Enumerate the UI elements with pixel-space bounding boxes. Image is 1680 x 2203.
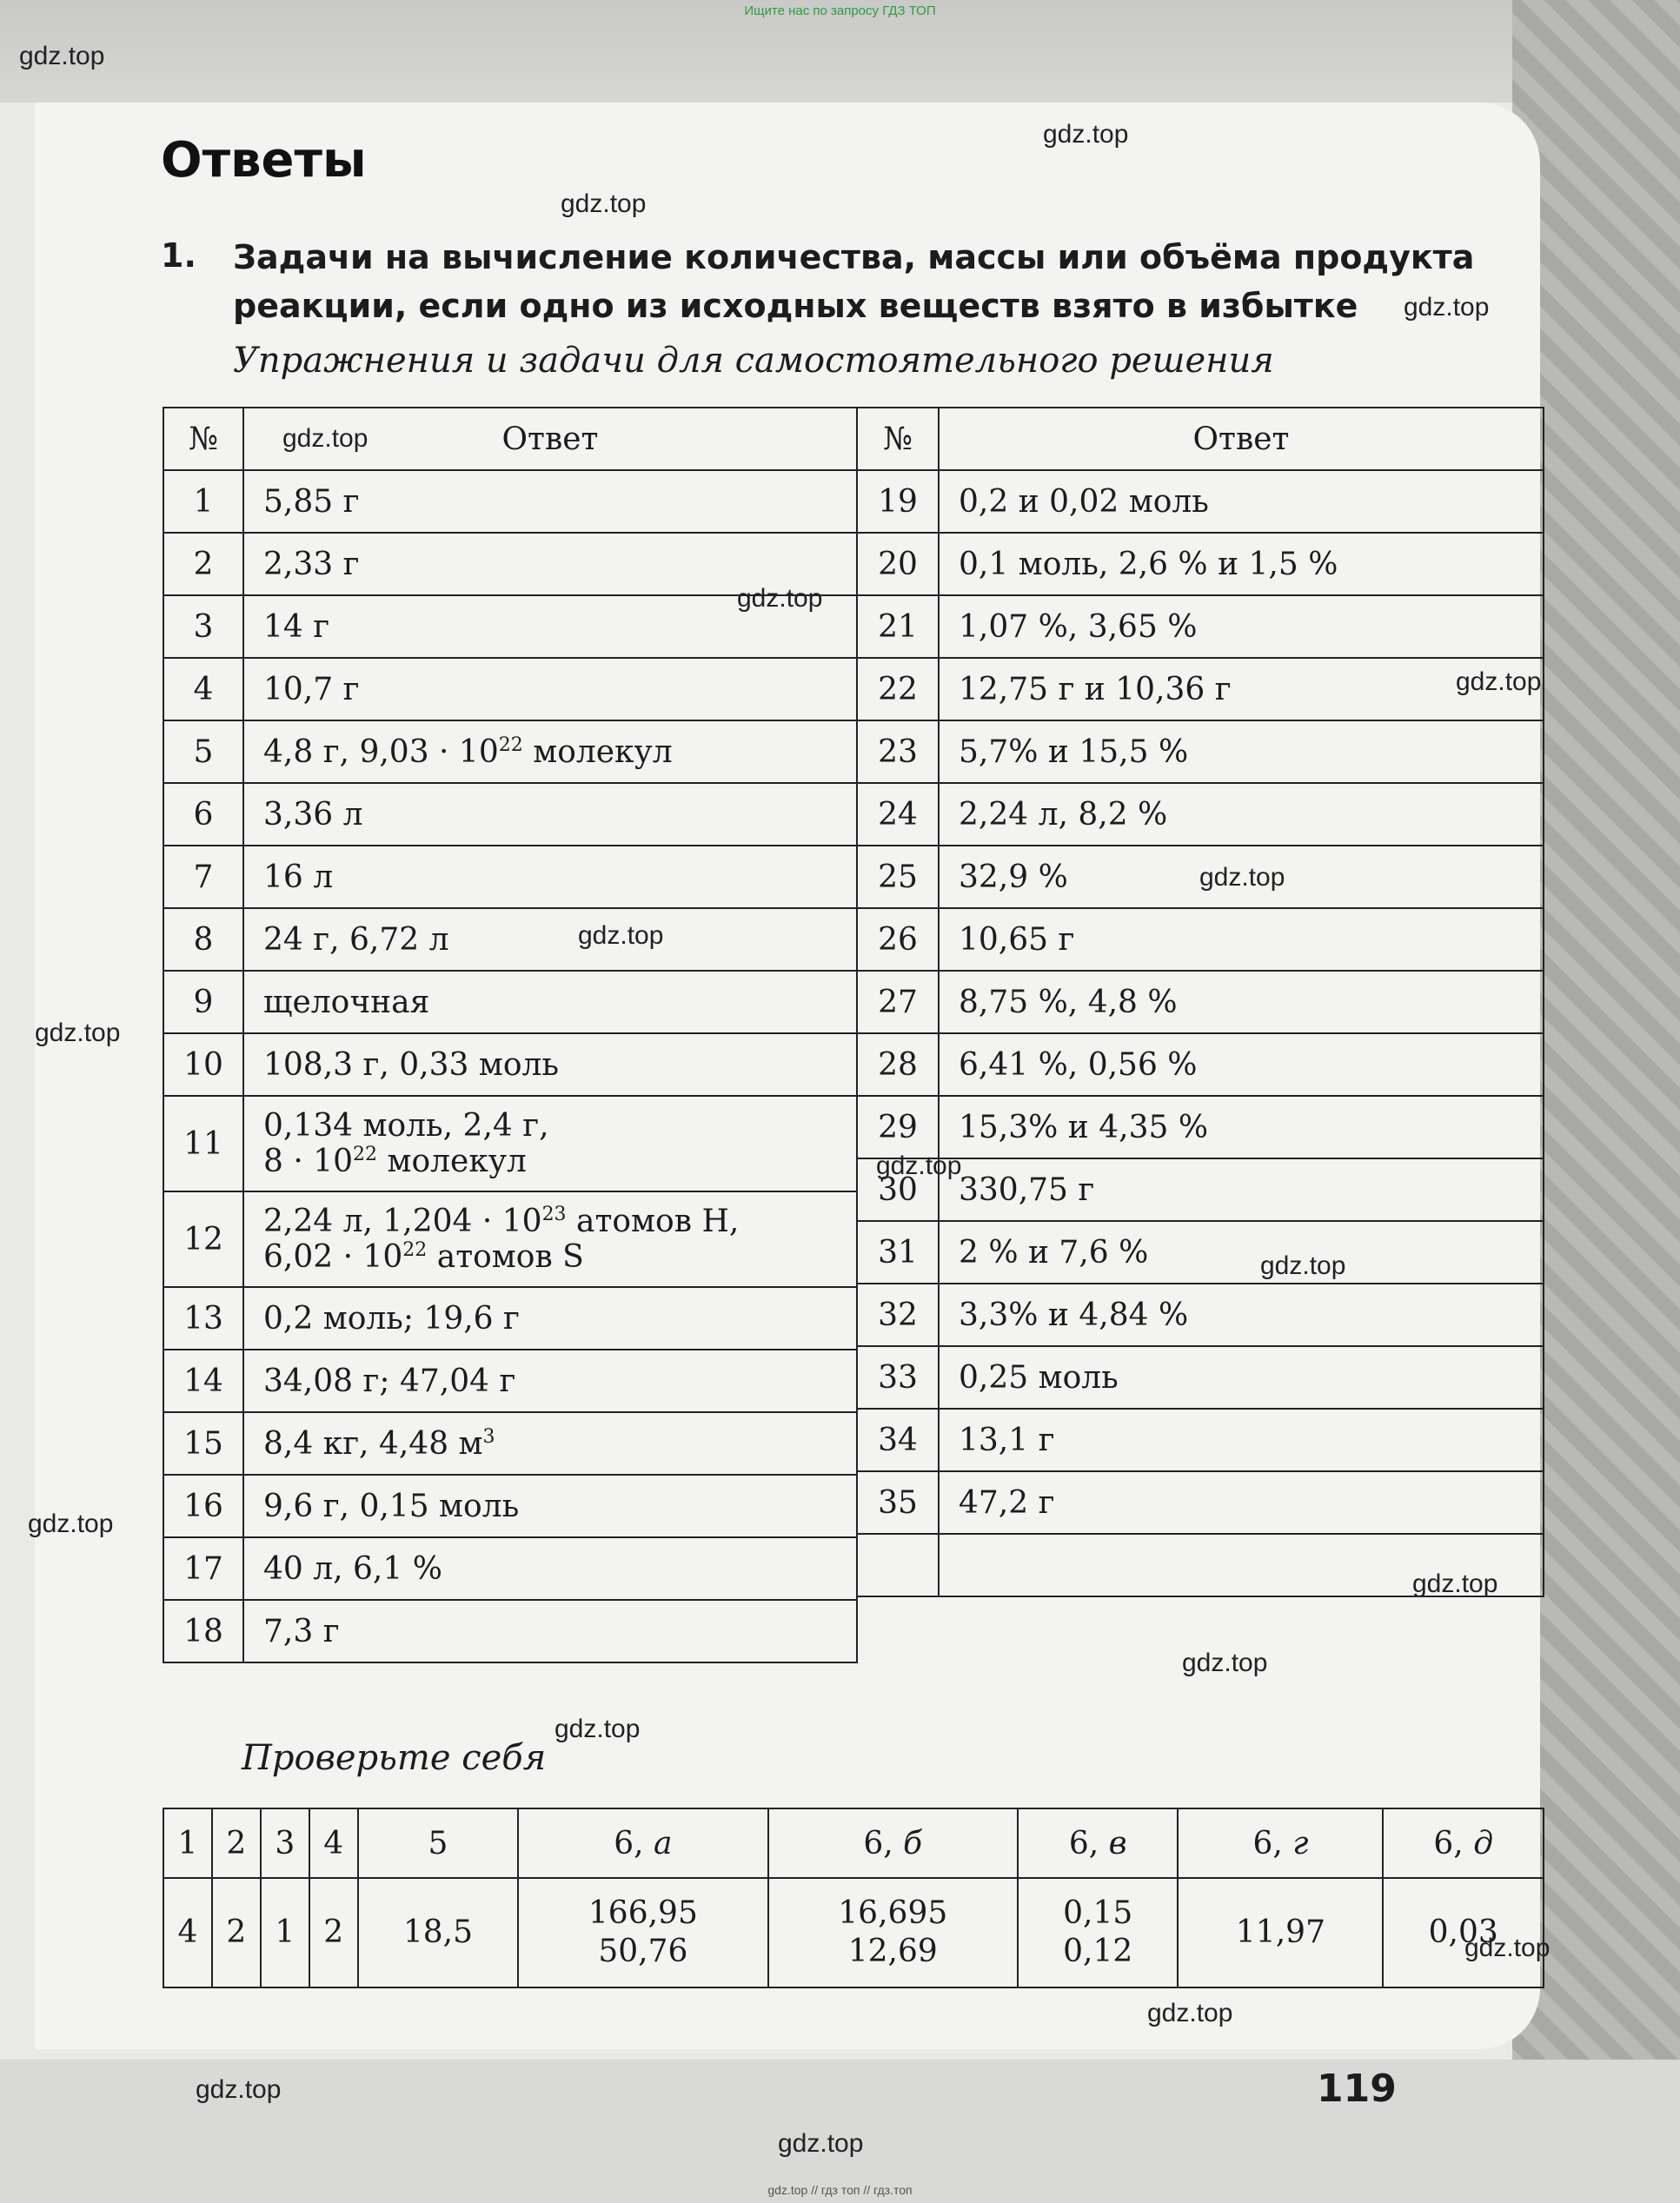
answer-line bbox=[263, 672, 856, 707]
answer-text: 0,1 моль, 2,6 % и 1,5 % bbox=[959, 546, 1338, 582]
answer-text: 8 · 10 bbox=[263, 1144, 354, 1179]
problem-number: 30 bbox=[858, 1158, 939, 1221]
answer-line bbox=[263, 1364, 856, 1399]
answer-line bbox=[959, 1172, 1543, 1208]
check-question-number: 4 bbox=[323, 1825, 344, 1861]
answer-line bbox=[959, 1047, 1543, 1083]
answer-text: 13,1 г bbox=[959, 1422, 1055, 1458]
answer-line bbox=[959, 484, 1543, 520]
table-row bbox=[163, 1033, 857, 1096]
answer-text: 16 л bbox=[263, 859, 334, 895]
table-row bbox=[858, 1284, 1544, 1346]
page-title: Ответы bbox=[161, 132, 367, 189]
watermark: gdz.top bbox=[778, 2129, 864, 2158]
answer-cell bbox=[243, 846, 857, 908]
answer-line bbox=[263, 1489, 856, 1524]
watermark: gdz.top bbox=[1199, 863, 1285, 892]
check-header-row bbox=[163, 1808, 1544, 1878]
table-row bbox=[163, 1096, 857, 1191]
answer-cell bbox=[939, 1158, 1544, 1221]
answer-line bbox=[263, 1204, 856, 1239]
check-value-cell bbox=[1178, 1878, 1383, 1987]
check-value-cell bbox=[163, 1878, 212, 1987]
check-question-letter: г bbox=[1292, 1825, 1309, 1861]
answer-text: 10,65 г bbox=[959, 921, 1075, 958]
exponent: 3 bbox=[482, 1425, 495, 1448]
check-header-cell bbox=[212, 1808, 261, 1878]
answer-line bbox=[959, 734, 1543, 770]
problem-number: 32 bbox=[858, 1284, 939, 1346]
table-row bbox=[858, 1409, 1544, 1471]
answer-line bbox=[263, 609, 856, 645]
table-row bbox=[858, 595, 1544, 658]
answer-text: 10,7 г bbox=[263, 671, 360, 707]
watermark: gdz.top bbox=[554, 1715, 641, 1743]
table-row bbox=[858, 971, 1544, 1033]
watermark: gdz.top bbox=[1260, 1251, 1346, 1280]
table-header-row bbox=[163, 408, 857, 470]
answer-cell bbox=[939, 908, 1544, 971]
check-value-cell bbox=[358, 1878, 519, 1987]
answer-text: 5,85 г bbox=[263, 483, 360, 520]
problem-number: 35 bbox=[858, 1471, 939, 1534]
problem-number: 1 bbox=[163, 470, 243, 533]
answer-text: 15,3% и 4,35 % bbox=[959, 1109, 1209, 1145]
answer-line bbox=[263, 797, 856, 833]
answer-line bbox=[263, 1108, 856, 1144]
problem-number: 3 bbox=[163, 595, 243, 658]
answer-line bbox=[959, 1235, 1543, 1271]
check-value: 12,69 bbox=[847, 1934, 938, 1969]
answer-line bbox=[959, 1297, 1543, 1333]
watermark: gdz.top bbox=[1043, 120, 1129, 149]
watermark: gdz.top bbox=[578, 921, 664, 950]
top-banner[interactable]: Ищите нас по запросу ГДЗ ТОП bbox=[744, 3, 936, 18]
problem-number: 12 bbox=[163, 1191, 243, 1287]
answer-text: щелочная bbox=[263, 984, 430, 1020]
answer-text: 6,02 · 10 bbox=[263, 1239, 403, 1275]
answer-cell bbox=[243, 658, 857, 720]
answer-text: 108,3 г, 0,33 моль bbox=[263, 1046, 559, 1083]
problem-number: 4 bbox=[163, 658, 243, 720]
answer-line bbox=[263, 922, 856, 958]
answer-cell bbox=[939, 1471, 1544, 1534]
table-row bbox=[858, 1033, 1544, 1096]
problem-number: 9 bbox=[163, 971, 243, 1033]
check-header-cell bbox=[163, 1808, 212, 1878]
check-question-number: 5 bbox=[428, 1825, 448, 1861]
answer-cell bbox=[939, 470, 1544, 533]
answer-cell bbox=[939, 783, 1544, 846]
exponent: 23 bbox=[541, 1204, 567, 1225]
answer-text: 32,9 % bbox=[959, 859, 1068, 895]
check-yourself-title: Проверьте себя bbox=[242, 1738, 547, 1778]
answer-text: 12,75 г и 10,36 г bbox=[959, 671, 1232, 707]
problem-number: 10 bbox=[163, 1033, 243, 1096]
problem-number: 19 bbox=[858, 470, 939, 533]
answer-text: 0,134 моль, 2,4 г, bbox=[263, 1108, 549, 1144]
check-value: 0,03 bbox=[1428, 1914, 1498, 1950]
check-values-row bbox=[163, 1878, 1544, 1987]
check-value-cell bbox=[261, 1878, 309, 1987]
problem-number: 13 bbox=[163, 1287, 243, 1350]
problem-number: 5 bbox=[163, 720, 243, 783]
answer-line bbox=[263, 734, 856, 770]
check-question-letter: д bbox=[1473, 1825, 1494, 1861]
answer-cell bbox=[939, 658, 1544, 720]
check-header-cell bbox=[261, 1808, 309, 1878]
check-value: 2 bbox=[226, 1914, 247, 1950]
check-question-number: 6, bbox=[1433, 1825, 1474, 1861]
table-row bbox=[163, 783, 857, 846]
answer-text: 330,75 г bbox=[959, 1171, 1095, 1208]
answer-text: 34,08 г; 47,04 г bbox=[263, 1363, 516, 1399]
answer-line bbox=[263, 985, 856, 1020]
table-row bbox=[163, 720, 857, 783]
problem-number: 18 bbox=[163, 1600, 243, 1662]
answer-cell bbox=[939, 533, 1544, 595]
check-header-cell bbox=[768, 1808, 1018, 1878]
table-row bbox=[163, 1537, 857, 1600]
check-question-number: 6, bbox=[863, 1825, 904, 1861]
answer-line bbox=[263, 1426, 856, 1462]
table-row bbox=[858, 1096, 1544, 1158]
answer-text: 2,33 г bbox=[263, 546, 360, 582]
answer-text: 40 л, 6,1 % bbox=[263, 1550, 442, 1587]
check-value-cell bbox=[768, 1878, 1018, 1987]
answer-text: 3,3% и 4,84 % bbox=[959, 1297, 1189, 1333]
answer-text: молекул bbox=[522, 733, 673, 770]
check-header-cell bbox=[358, 1808, 519, 1878]
check-header-cell bbox=[1178, 1808, 1383, 1878]
check-value: 4 bbox=[177, 1914, 198, 1950]
answer-cell bbox=[939, 1409, 1544, 1471]
problem-number: 26 bbox=[858, 908, 939, 971]
answer-cell bbox=[243, 1412, 857, 1475]
watermark: gdz.top bbox=[35, 1019, 121, 1047]
answer-cell bbox=[243, 783, 857, 846]
answer-text: молекул bbox=[377, 1144, 527, 1179]
answer-text: атомов H, bbox=[566, 1204, 740, 1239]
exponent: 22 bbox=[402, 1239, 428, 1261]
answer-cell bbox=[243, 470, 857, 533]
table-row bbox=[163, 470, 857, 533]
problem-number: 34 bbox=[858, 1409, 939, 1471]
answer-header: Ответ bbox=[243, 408, 857, 470]
answer-cell bbox=[243, 1350, 857, 1412]
problem-number: 27 bbox=[858, 971, 939, 1033]
num-header: № bbox=[858, 408, 939, 470]
answer-text: 9,6 г, 0,15 моль bbox=[263, 1488, 520, 1524]
answer-line bbox=[263, 484, 856, 520]
check-question-number: 2 bbox=[226, 1825, 247, 1861]
watermark: gdz.top bbox=[1182, 1649, 1268, 1677]
check-value-cell bbox=[1018, 1878, 1179, 1987]
answer-text: 4,8 г, 9,03 · 10 bbox=[263, 733, 499, 770]
answer-text: 24 г, 6,72 л bbox=[263, 921, 449, 958]
check-table bbox=[163, 1808, 1544, 1988]
answer-text: 2,24 л, 1,204 · 10 bbox=[263, 1204, 542, 1239]
check-value-cell bbox=[212, 1878, 261, 1987]
check-value: 18,5 bbox=[402, 1914, 474, 1950]
answer-text: 3,36 л bbox=[263, 796, 363, 833]
answer-text: 1,07 %, 3,65 % bbox=[959, 608, 1198, 645]
answer-cell bbox=[243, 971, 857, 1033]
answer-text: 6,41 %, 0,56 % bbox=[959, 1046, 1198, 1083]
problem-number: 25 bbox=[858, 846, 939, 908]
problem-number: 20 bbox=[858, 533, 939, 595]
problem-number: 22 bbox=[858, 658, 939, 720]
answer-line bbox=[959, 985, 1543, 1020]
answer-text: 2,24 л, 8,2 % bbox=[959, 796, 1168, 833]
problem-number: 23 bbox=[858, 720, 939, 783]
table-row bbox=[163, 971, 857, 1033]
problem-number: 7 bbox=[163, 846, 243, 908]
answer-cell bbox=[939, 1346, 1544, 1409]
table-row bbox=[163, 658, 857, 720]
check-header-cell bbox=[518, 1808, 767, 1878]
exponent: 22 bbox=[353, 1144, 378, 1165]
answer-cell bbox=[939, 595, 1544, 658]
answer-cell bbox=[243, 1096, 857, 1191]
answer-line bbox=[263, 1614, 856, 1649]
table-row bbox=[858, 720, 1544, 783]
exponent: 22 bbox=[498, 733, 523, 756]
table-row bbox=[163, 846, 857, 908]
problem-number: 29 bbox=[858, 1096, 939, 1158]
exercises-subtitle: Упражнения и задачи для самостоятельного решения bbox=[233, 341, 1274, 381]
check-value: 166,95 bbox=[588, 1895, 698, 1931]
problem-number: 24 bbox=[858, 783, 939, 846]
table-row bbox=[858, 658, 1544, 720]
check-value-cell bbox=[518, 1878, 767, 1987]
answer-cell bbox=[939, 1284, 1544, 1346]
answer-line bbox=[263, 859, 856, 895]
check-value: 0,12 bbox=[1063, 1934, 1133, 1969]
table-row bbox=[163, 908, 857, 971]
answer-header: Ответ bbox=[939, 408, 1544, 470]
answer-text: 5,7% и 15,5 % bbox=[959, 733, 1189, 770]
answer-text: атомов S bbox=[427, 1239, 584, 1275]
problem-number: 8 bbox=[163, 908, 243, 971]
answer-text: 2 % и 7,6 % bbox=[959, 1234, 1149, 1271]
problem-number: 16 bbox=[163, 1475, 243, 1537]
answer-line bbox=[263, 1239, 856, 1275]
answer-text: 7,3 г bbox=[263, 1613, 340, 1649]
check-value: 50,76 bbox=[598, 1934, 688, 1969]
watermark: gdz.top bbox=[1456, 667, 1542, 696]
answer-text: 8,4 кг, 4,48 м bbox=[263, 1425, 483, 1462]
table-row bbox=[858, 470, 1544, 533]
check-value-cell bbox=[309, 1878, 358, 1987]
problem-number: 15 bbox=[163, 1412, 243, 1475]
answer-text: 0,2 моль; 19,6 г bbox=[263, 1300, 520, 1337]
answer-text: 0,25 моль bbox=[959, 1359, 1119, 1396]
check-question-number: 6, bbox=[1068, 1825, 1109, 1861]
answer-line bbox=[959, 547, 1543, 582]
watermark: gdz.top bbox=[561, 189, 647, 218]
problem-number: 11 bbox=[163, 1096, 243, 1191]
problem-number: 17 bbox=[163, 1537, 243, 1600]
answer-cell bbox=[243, 720, 857, 783]
watermark: gdz.top bbox=[282, 424, 369, 453]
answer-line bbox=[959, 797, 1543, 833]
table-row bbox=[163, 1287, 857, 1350]
answer-line bbox=[263, 547, 856, 582]
problem-number: 28 bbox=[858, 1033, 939, 1096]
table-row bbox=[163, 1412, 857, 1475]
problem-number: 6 bbox=[163, 783, 243, 846]
problem-number: 31 bbox=[858, 1221, 939, 1284]
check-value: 2 bbox=[323, 1914, 344, 1950]
answer-line bbox=[263, 1551, 856, 1587]
answer-cell bbox=[939, 1096, 1544, 1158]
problem-number: 33 bbox=[858, 1346, 939, 1409]
check-value-cell bbox=[1383, 1878, 1544, 1987]
check-question-letter: б bbox=[903, 1825, 923, 1861]
table-row bbox=[858, 533, 1544, 595]
check-question-number: 3 bbox=[275, 1825, 295, 1861]
answer-cell bbox=[939, 1033, 1544, 1096]
answer-cell bbox=[243, 1475, 857, 1537]
problem-number: 21 bbox=[858, 595, 939, 658]
watermark: gdz.top bbox=[1412, 1569, 1498, 1598]
check-question-letter: а bbox=[654, 1825, 673, 1861]
table-row bbox=[858, 1346, 1544, 1409]
answer-text: 8,75 %, 4,8 % bbox=[959, 984, 1178, 1020]
check-question-number: 6, bbox=[1252, 1825, 1293, 1861]
watermark: gdz.top bbox=[1147, 1999, 1233, 2027]
answer-line bbox=[959, 1485, 1543, 1521]
check-header-cell bbox=[1018, 1808, 1179, 1878]
answer-line bbox=[263, 1047, 856, 1083]
answer-text: 14 г bbox=[263, 608, 330, 645]
watermark: gdz.top bbox=[28, 1510, 114, 1538]
answer-line bbox=[263, 1301, 856, 1337]
table-row bbox=[858, 783, 1544, 846]
table-row bbox=[858, 908, 1544, 971]
check-question-number: 6, bbox=[614, 1825, 654, 1861]
answer-line bbox=[959, 609, 1543, 645]
table-row bbox=[858, 1221, 1544, 1284]
answer-cell bbox=[939, 971, 1544, 1033]
answers-table-right bbox=[858, 407, 1544, 1597]
page-number: 119 bbox=[1317, 2067, 1397, 2111]
answer-cell bbox=[939, 1221, 1544, 1284]
check-header-cell bbox=[1383, 1808, 1544, 1878]
bottom-banner[interactable]: gdz.top // гдз топ // гдз.топ bbox=[767, 2183, 913, 2197]
answer-cell bbox=[243, 908, 857, 971]
answer-cell bbox=[243, 1191, 857, 1287]
answer-cell bbox=[939, 720, 1544, 783]
watermark: gdz.top bbox=[19, 42, 105, 70]
answer-line bbox=[959, 1423, 1543, 1458]
check-question-number: 1 bbox=[177, 1825, 198, 1861]
answer-text: 0,2 и 0,02 моль bbox=[959, 483, 1209, 520]
answer-line bbox=[959, 1110, 1543, 1145]
check-value: 1 bbox=[275, 1914, 295, 1950]
watermark: gdz.top bbox=[876, 1151, 962, 1180]
answer-cell bbox=[243, 1600, 857, 1662]
table-row bbox=[163, 1350, 857, 1412]
watermark: gdz.top bbox=[1464, 1934, 1551, 1962]
table-header-row bbox=[858, 408, 1544, 470]
num-header: № bbox=[163, 408, 243, 470]
table-row bbox=[163, 1475, 857, 1537]
problem-number: 2 bbox=[163, 533, 243, 595]
check-question-letter: в bbox=[1108, 1825, 1127, 1861]
watermark: gdz.top bbox=[737, 584, 823, 613]
section-number: 1. bbox=[161, 236, 196, 275]
check-value: 11,97 bbox=[1235, 1914, 1325, 1950]
watermark: gdz.top bbox=[196, 2075, 282, 2104]
answer-line bbox=[959, 1360, 1543, 1396]
watermark: gdz.top bbox=[1404, 293, 1490, 322]
table-row bbox=[163, 1600, 857, 1662]
table-row bbox=[163, 1191, 857, 1287]
check-header-cell bbox=[309, 1808, 358, 1878]
table-row bbox=[858, 1471, 1544, 1534]
answer-line bbox=[959, 922, 1543, 958]
section-title: Задачи на вычисление количества, массы или объёма продукта реакции, если одно из исходных веществ взято в избытке bbox=[233, 238, 1475, 325]
answer-line bbox=[263, 1144, 856, 1179]
answer-cell bbox=[243, 1287, 857, 1350]
answer-cell bbox=[243, 1537, 857, 1600]
answer-text: 47,2 г bbox=[959, 1484, 1055, 1521]
problem-number: 14 bbox=[163, 1350, 243, 1412]
answer-cell bbox=[243, 1033, 857, 1096]
check-value: 16,695 bbox=[838, 1895, 948, 1931]
check-value: 0,15 bbox=[1063, 1895, 1133, 1931]
